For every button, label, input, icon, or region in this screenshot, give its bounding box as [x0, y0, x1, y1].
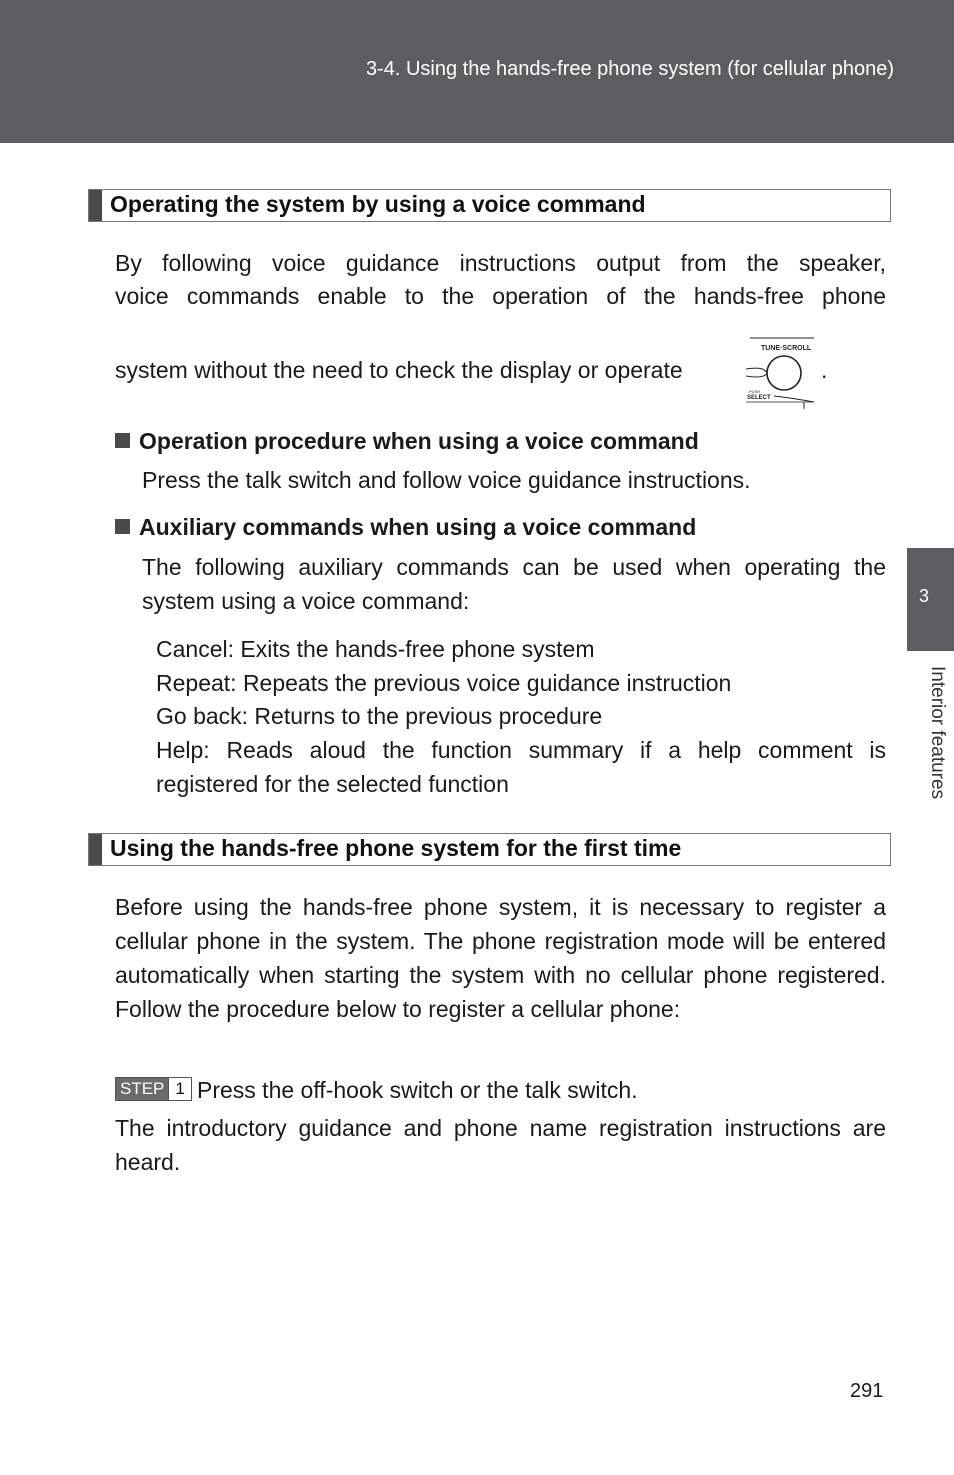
knob-label-push: PUSH [749, 389, 761, 394]
step-1-text: Press the off-hook switch or the talk switch. [197, 1077, 638, 1103]
section-marker [89, 190, 102, 221]
intro-period: . [821, 357, 828, 383]
chapter-tab [907, 548, 954, 651]
command-item: Repeat: Repeats the previous voice guidance instruction [156, 670, 732, 696]
chapter-label: Interior features [927, 666, 948, 800]
intro-line-1: By following voice guidance instructions output from the speaker, [115, 250, 886, 276]
subheading-auxiliary-commands [115, 514, 696, 541]
header-band [0, 0, 954, 143]
page-number: 291 [850, 1380, 884, 1402]
subheading-operation-procedure [115, 428, 699, 455]
auxiliary-text-line-1: The following auxiliary commands can be used when operating the [142, 554, 886, 580]
intro-line-3: system without the need to check the display or operate [115, 357, 683, 383]
section-heading-voice-command [88, 189, 891, 222]
chapter-side-label [927, 666, 954, 826]
operation-procedure-text: Press the talk switch and follow voice guidance instructions. [142, 467, 751, 493]
command-item: Cancel: Exits the hands-free phone system [156, 636, 595, 662]
subheading-text: Auxiliary commands when using a voice command [139, 514, 697, 540]
section-title: Operating the system by using a voice command [110, 191, 646, 217]
knob-label-bottom: SELECT [747, 395, 771, 401]
chapter-title: 3-4. Using the hands-free phone system (for cellular phone) [365, 58, 894, 80]
command-item-help-line-1: Help: Reads aloud the function summary if a help comment is [156, 737, 886, 763]
chapter-number: 3 [918, 586, 929, 606]
square-bullet-icon [115, 433, 130, 448]
step-word: STEP [116, 1078, 168, 1100]
step-badge [115, 1077, 192, 1101]
subheading-text: Operation procedure when using a voice command [139, 428, 699, 454]
square-bullet-icon [115, 519, 130, 534]
section-marker [89, 834, 102, 865]
intro-line-2: voice commands enable to the operation of the hands-free phone [115, 283, 886, 309]
command-item: Go back: Returns to the previous procedure [156, 703, 603, 729]
section-title: Using the hands-free phone system for the first time [110, 835, 682, 861]
section-heading-first-time [88, 833, 891, 866]
auxiliary-text-line-2: system using a voice command: [142, 588, 470, 614]
after-step-paragraph: The introductory guidance and phone name registration instructions are heard. [115, 1115, 886, 1175]
knob-label-top: TUNE·SCROLL [761, 345, 812, 352]
first-time-paragraph: Before using the hands-free phone system, it is necessary to register a cellular phone in the system. The phone registration mode will be entered automatically when starting the system with no cellular phone registered. Follow the procedure below to register a cellular phone: [115, 894, 886, 1022]
step-number: 1 [168, 1078, 190, 1100]
command-item-help-line-2: registered for the selected function [156, 771, 509, 797]
tune-scroll-knob-icon [744, 336, 818, 411]
